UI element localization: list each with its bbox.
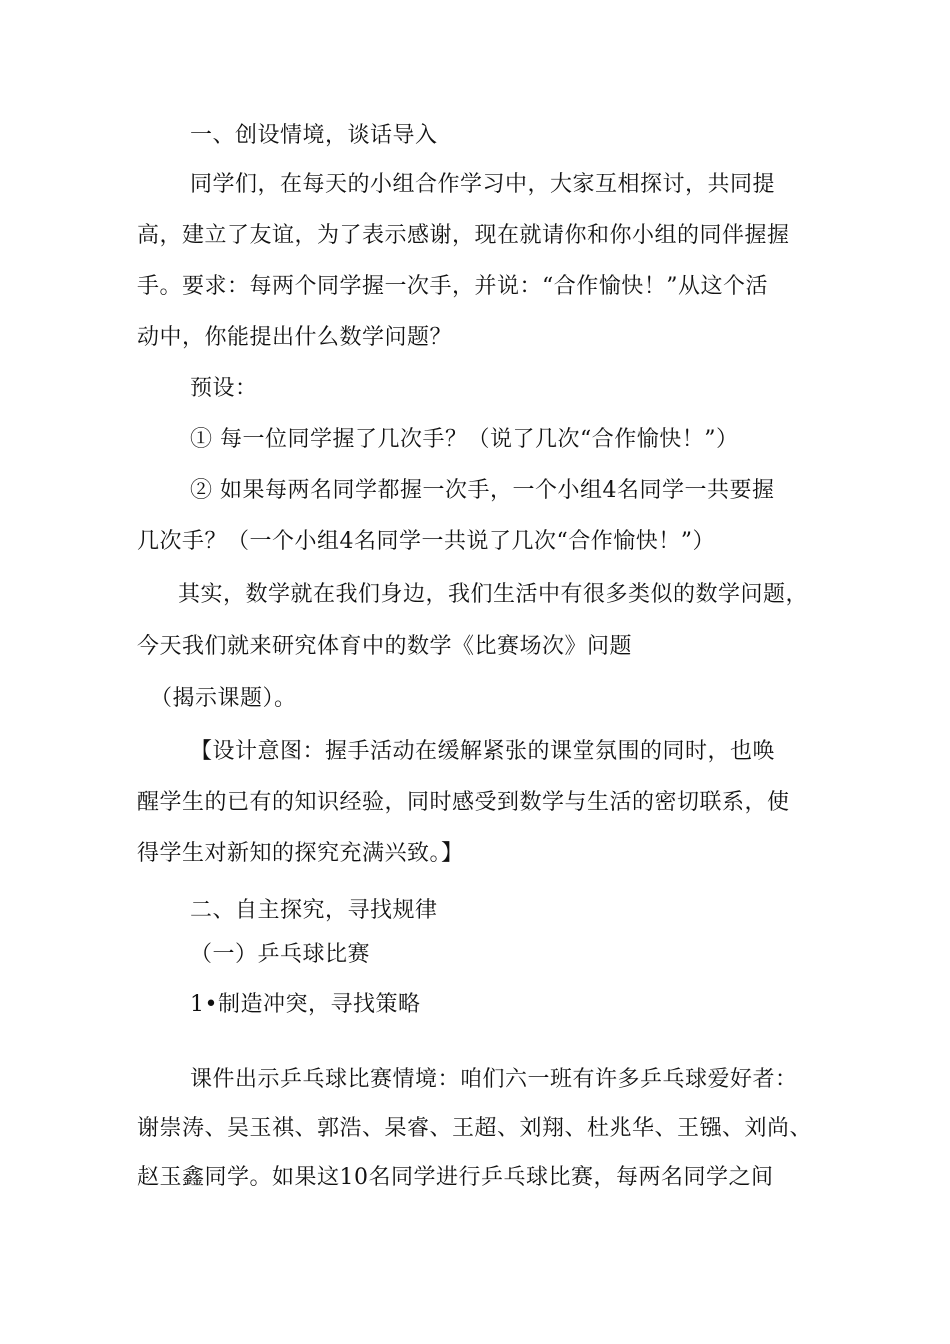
preset-label: 预设： bbox=[190, 376, 258, 401]
step-heading: 1•制造冲突，寻找策略 bbox=[190, 992, 421, 1017]
paragraph-line: 其实，数学就在我们身边，我们生活中有很多类似的数学问题， bbox=[178, 582, 809, 607]
design-intent-line: 【设计意图：握手活动在缓解紧张的课堂氛围的同时，也唤 bbox=[190, 739, 776, 764]
paragraph-line: 动中，你能提出什么数学问题？ bbox=[137, 325, 453, 350]
preset-item-1: ① 每一位同学握了几次手？（说了几次“合作愉快！”） bbox=[190, 427, 739, 452]
subsection-heading: （一）乒乓球比赛 bbox=[190, 942, 371, 967]
design-intent-line: 得学生对新知的探究充满兴致。】 bbox=[137, 841, 464, 866]
paragraph-line: 同学们，在每天的小组合作学习中，大家互相探讨，共同提 bbox=[190, 172, 776, 197]
design-intent-line: 醒学生的已有的知识经验，同时感受到数学与生活的密切联系，使 bbox=[137, 790, 790, 815]
paragraph-line: 今天我们就来研究体育中的数学《比赛场次》问题 bbox=[137, 634, 633, 659]
paragraph-line: 谢崇涛、吴玉祺、郭浩、杲睿、王超、刘翔、杜兆华、王镪、刘尚、 bbox=[137, 1116, 813, 1141]
section-heading-2: 二、自主探究，寻找规律 bbox=[190, 898, 438, 923]
paragraph-line: 手。要求：每两个同学握一次手，并说：“合作愉快！”从这个活 bbox=[137, 274, 768, 299]
preset-item-2: ② 如果每两名同学都握一次手，一个小组4名同学一共要握 bbox=[190, 478, 775, 503]
paragraph-line: 高，建立了友谊，为了表示感谢，现在就请你和你小组的同伴握握 bbox=[137, 223, 790, 248]
paragraph-line: （揭示课题）。 bbox=[150, 686, 297, 711]
paragraph-line: 赵玉鑫同学。如果这10名同学进行乒乓球比赛，每两名同学之间 bbox=[137, 1165, 774, 1190]
paragraph-line: 几次手？（一个小组4名同学一共说了几次“合作愉快！”） bbox=[137, 529, 715, 554]
section-heading-1: 一、创设情境，谈话导入 bbox=[190, 123, 438, 148]
paragraph-line: 课件出示乒乓球比赛情境：咱们六一班有许多乒乓球爱好者： bbox=[190, 1067, 798, 1092]
